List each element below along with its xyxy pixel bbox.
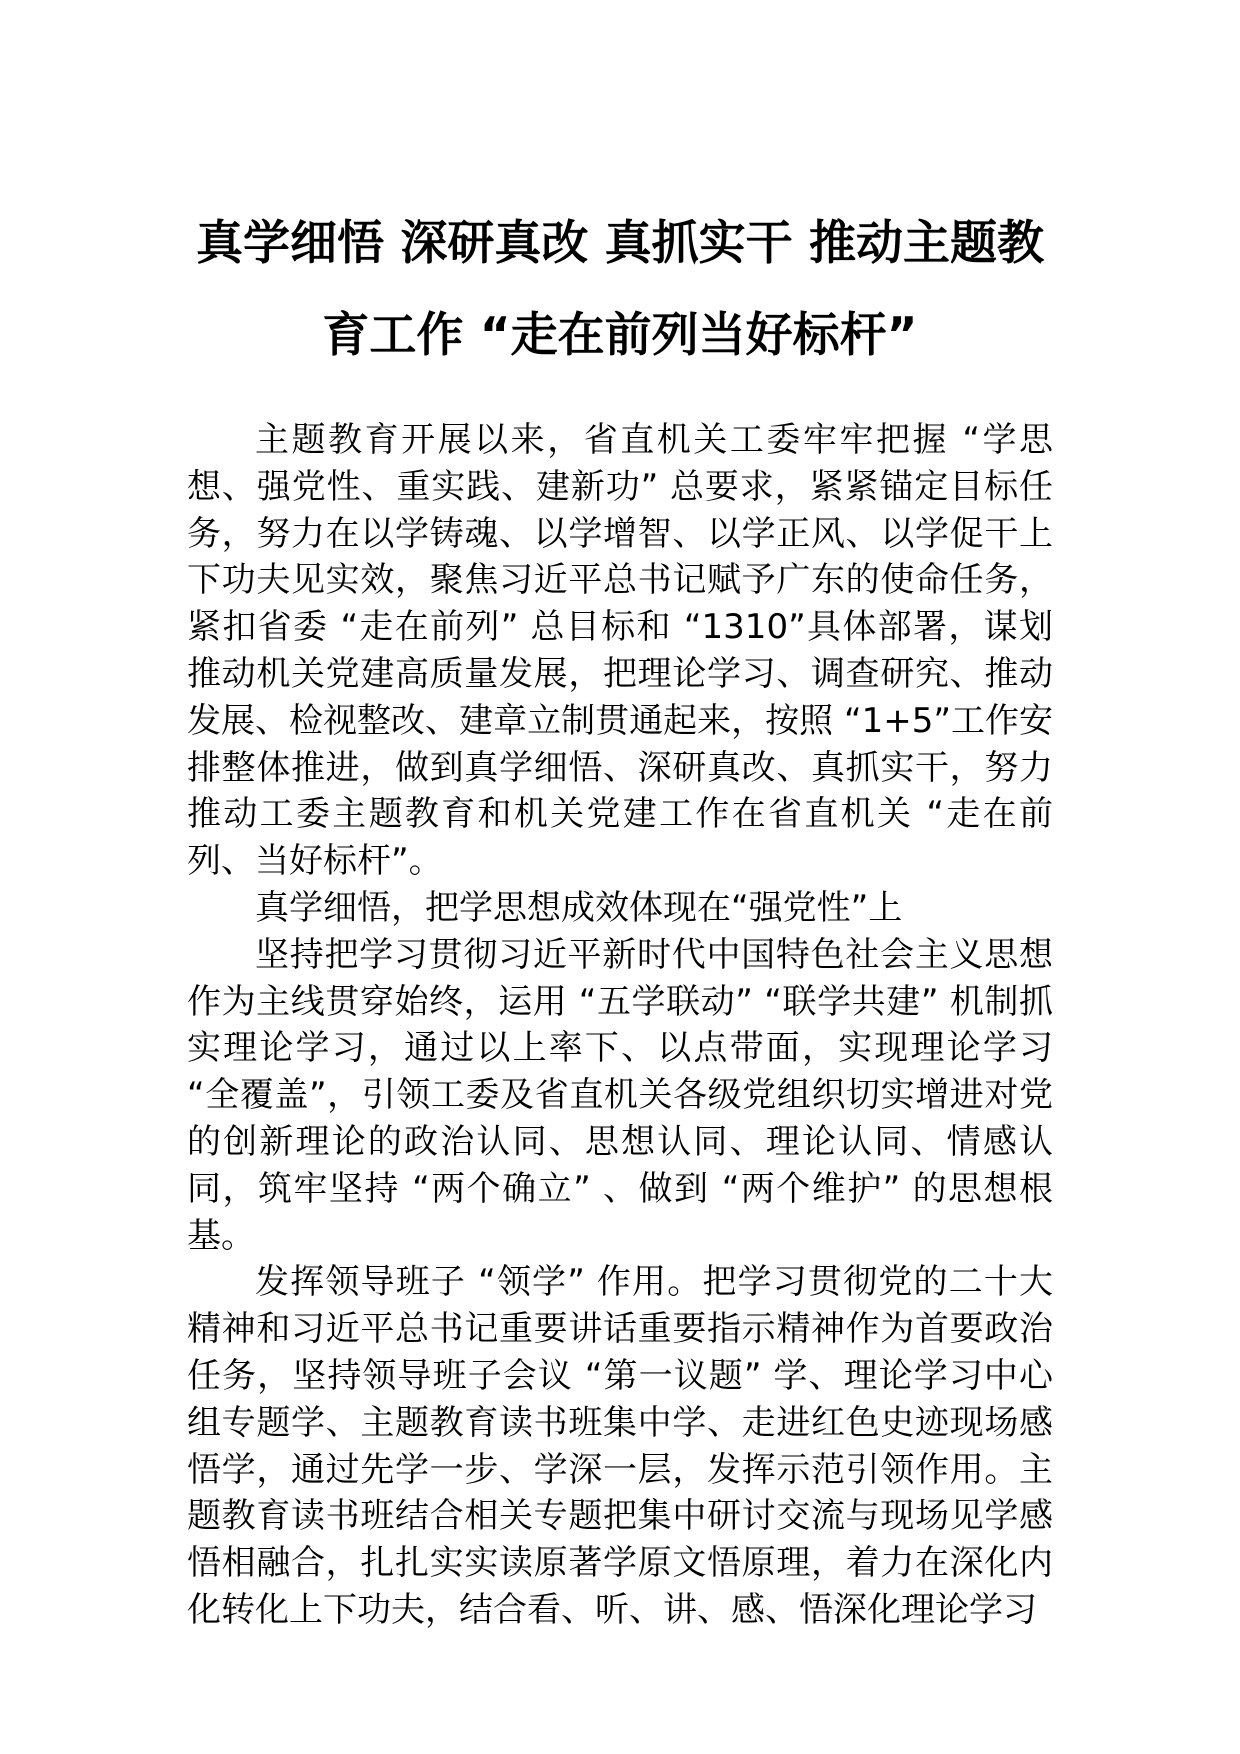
document-body [187,417,1053,1634]
paragraph-intro: 主题教育开展以来，省直机关工委牢牢把握 “学思想、强党性、重实践、建新功” 总要求，紧紧锚定目标任务，努力在以学铸魂、以学增智、以学正风、以学促干上下功夫见实效，聚焦习近平总书记赋予广东的使命任务，紧扣省委 “走在前列” 总目标和 “1310”具体部署，谋划推动机关党建高质量发展，把理论学习、调查研究、推动发展、检视整改、建章立制贯通起来，按照 “1+5”工作安排整体推进，做到真学细悟、深研真改、真抓实干，努力推动工委主题教育和机关党建工作在省直机关 “走在前列、当好标杆”。 [187,420,1053,882]
paragraph-leadership: 发挥领导班子 “领学” 作用。把学习贯彻党的二十大精神和习近平总书记重要讲话重要指示精神作为首要政治任务，坚持领导班子会议 “第一议题” 学、理论学习中心组专题学、主题教育读书班集中学、走进红色史迹现场感悟学，通过先学一步、学深一层，发挥示范引领作用。主题教育读书班结合相关专题把集中研讨交流与现场见学感悟相融合，扎扎实实读原著学原文悟原理，着力在深化内化转化上下功夫，结合看、听、讲、感、悟深化理论学习 [187,1262,1053,1630]
document-title-line-1: 真学细悟 深研真改 真抓实干 推动主题教 [195,216,1045,271]
paragraph-section-intro: 坚持把学习贯彻习近平新时代中国特色社会主义思想作为主线贯穿始终，运用 “五学联动” “联学共建” 机制抓实理论学习，通过以上率下、以点带面，实现理论学习 “全覆盖”，引领工委及省直机关各级党组织切实增进对党的创新理论的政治认同、思想认同、理论认同、情感认同，筑牢坚持 “两个确立” 、做到 “两个维护” 的思想根基。 [187,934,1053,1256]
document-title-line-2: 育工作 “走在前列当好标杆” [322,308,918,363]
section-heading: 真学细悟，把学思想成效体现在“强党性”上 [255,887,903,928]
